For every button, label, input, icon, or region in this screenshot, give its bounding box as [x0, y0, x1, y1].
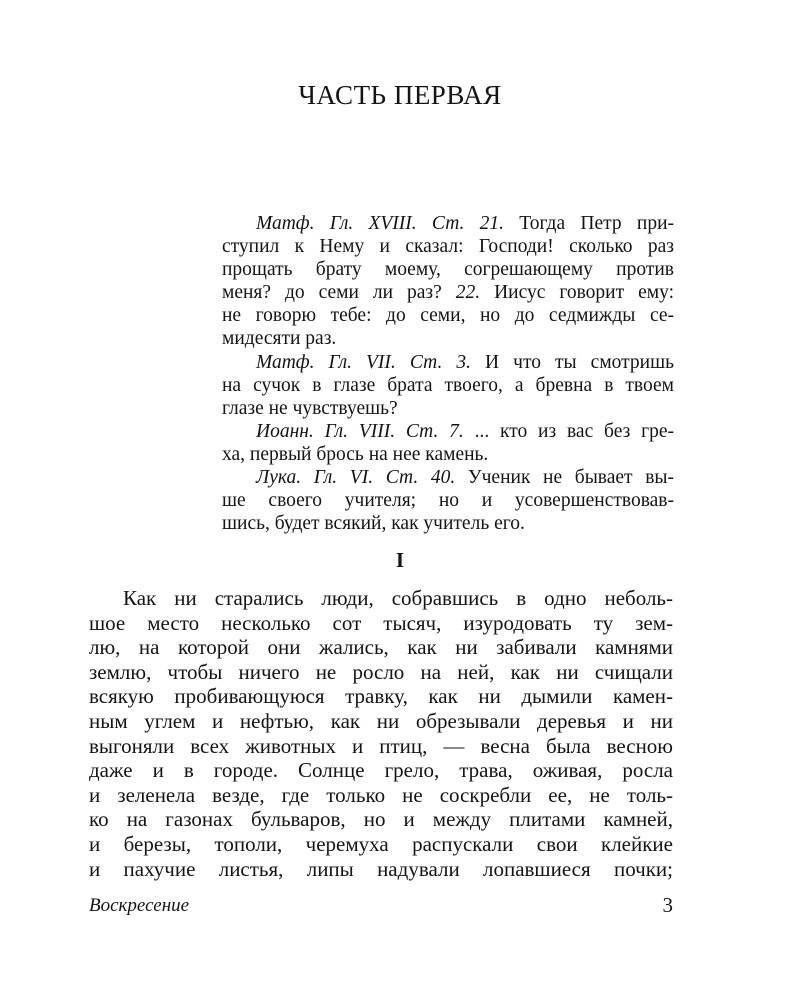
epigraph-text: Ученик не бывает вы-: [455, 467, 674, 489]
chapter-number: I: [395, 548, 405, 572]
epigraph-reference: Матф. Гл. XVIII. Ст. 21.: [256, 213, 505, 234]
body-line: шое место несколько сот тысяч, изуродовать ту зем-: [89, 610, 673, 635]
epigraph-line: [222, 397, 674, 420]
epigraph-line: [222, 443, 674, 466]
running-footer-title: Воскресение: [89, 895, 190, 916]
body-line: Как ни старались люди, собравшись в одно неболь-: [123, 586, 673, 610]
epigraph-text: Тогда Петр при-: [504, 213, 674, 234]
epigraph-line: [222, 489, 674, 512]
part-title: ЧАСТЬ ПЕРВАЯ: [298, 80, 502, 110]
epigraph-text: меня? до семи ли раз?: [222, 282, 456, 304]
epigraph-line: [222, 466, 674, 489]
epigraph-line: [222, 327, 674, 350]
epigraph-text: шись, будет всякий, как учитель его.: [222, 513, 525, 535]
body-line: ко на газонах бульваров, но и между плитами камней,: [89, 807, 673, 832]
epigraph-line: [222, 235, 674, 258]
page-number: 3: [662, 893, 673, 917]
body-line: лю, на которой они жались, как ни забивали камнями: [89, 635, 673, 660]
epigraph-text: ступил к Нему и сказал: Господи! сколько раз: [222, 236, 674, 258]
epigraph-text: глазе не чувствуешь?: [222, 397, 398, 419]
epigraph-line: [222, 212, 674, 235]
epigraph-text: мидесяти раз.: [222, 328, 337, 350]
epigraph-line: [222, 281, 674, 304]
epigraph-line: [222, 351, 674, 374]
body-line: выгоняли всех животных и птиц, — весна была весною: [89, 733, 673, 758]
epigraph: [222, 212, 674, 535]
epigraph-text: ха, первый брось на нее камень.: [222, 443, 489, 465]
epigraph-text: Иисус говорит ему:: [480, 282, 674, 304]
epigraph-text: ше своего учителя; но и усовершенствовав-: [222, 490, 674, 512]
epigraph-line: [222, 258, 674, 281]
epigraph-reference: Матф. Гл. VII. Ст. 3.: [256, 351, 471, 373]
epigraph-line: [222, 374, 674, 397]
epigraph-text: И что ты смотришь: [470, 351, 675, 373]
body-line: землю, чтобы ничего не росло на ней, как ни счищали: [89, 659, 673, 684]
epigraph-verse-number: 22.: [455, 282, 481, 304]
epigraph-line: [222, 512, 674, 535]
epigraph-reference: Лука. Гл. VI. Ст. 40.: [256, 467, 456, 489]
epigraph-text: на сучок в глазе брата твоего, а бревна в твоем: [222, 374, 674, 396]
body-line: и зеленела везде, где только не соскребли ее, не толь-: [89, 782, 673, 807]
body-line: даже и в городе. Солнце грело, трава, оживая, росла: [89, 758, 673, 783]
epigraph-text: не говорю тебе: до семи, но до седмижды се-: [222, 305, 674, 327]
epigraph-line: [222, 420, 674, 443]
epigraph-text: прощать брату моему, согрешающему против: [222, 259, 674, 281]
body-line: и березы, тополи, черемуха распускали свои клейкие: [89, 831, 673, 856]
body-line: всякую пробивающуюся травку, как ни дымили камен-: [89, 684, 673, 709]
body-line: ным углем и нефтью, как ни обрезывали деревья и ни: [89, 708, 673, 733]
epigraph-line: [222, 304, 674, 327]
epigraph-reference: Иоанн. Гл. VIII. Ст. 7.: [256, 420, 464, 442]
epigraph-text: ... кто из вас без гре-: [463, 420, 674, 442]
body-line: и пахучие листья, липы надували лопавшиеся почки;: [89, 856, 673, 881]
body-text: [89, 586, 673, 881]
